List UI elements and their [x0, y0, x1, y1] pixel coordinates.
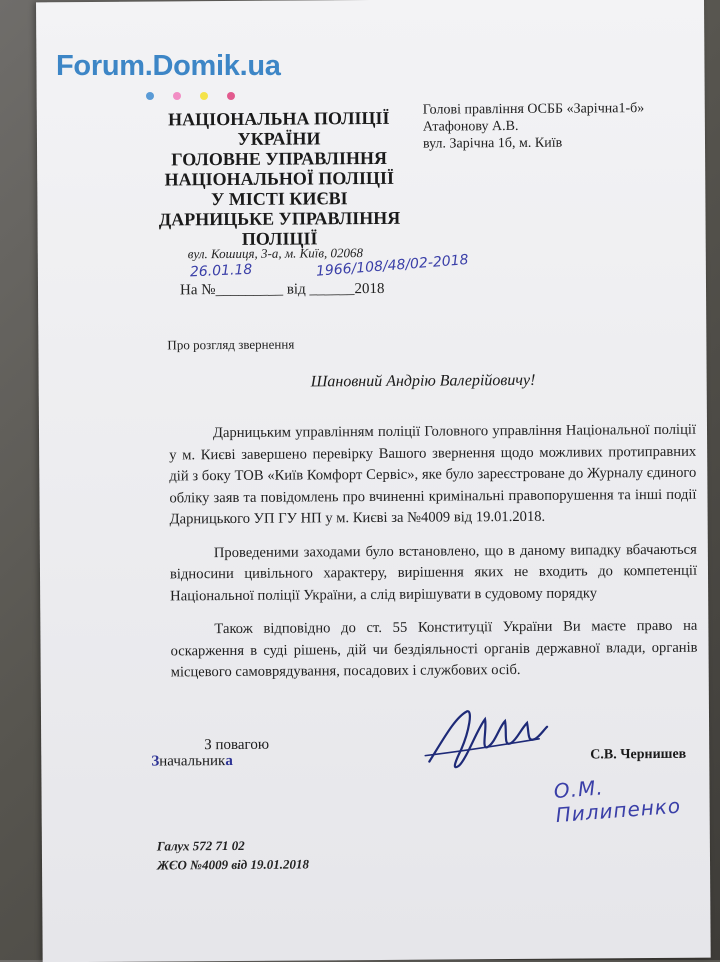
recipient-line: вул. Зарічна 1б, м. Київ [422, 135, 563, 152]
sender-line: УКРАЇНИ [237, 128, 321, 149]
handwritten-date: 26.01.18 [189, 261, 253, 281]
sender-address: вул. Кошиця, 3-а, м. Київ, 02068 [187, 245, 364, 262]
footer-line: Галух 572 71 02 [156, 837, 245, 854]
sender-line: ПОЛІЦІЇ [241, 228, 318, 249]
sender-line: У МІСТІ КИЄВІ [211, 188, 348, 210]
watermark-dot [173, 92, 181, 100]
recipient-line: Атафонову А.В. [422, 118, 519, 135]
letter-body [169, 420, 698, 696]
watermark-text: Forum.Domik.ua [56, 50, 281, 82]
watermark-dots [146, 92, 235, 100]
sender-line: ДАРНИЦЬКЕ УПРАВЛІННЯ [158, 207, 401, 230]
watermark-dot [200, 92, 208, 100]
body-paragraph: Дарницьким управлінням поліції Головного управління Національної поліції у м. Києві завершено перевірку Вашого звернення щодо можливих протиправних дій з боку ТОВ «Київ Комфорт Сервіс», яке було зареєстроване до Журналу єдиного обліку заяв та повідомлень про вчиненні кримінальні правопорушення та інші події Дарницького УП ГУ НП у м. Києві за №4009 від 19.01.2018. [169, 421, 697, 528]
recipient-line: Голові правління ОСББ «Зарічна1-б» [422, 101, 645, 118]
watermark-dot [227, 92, 235, 100]
handwritten-number: 1966/108/48/02-2018 [315, 252, 470, 280]
subject-line: Про розгляд звернення [167, 336, 295, 353]
body-paragraph: Проведеними заходами було встановлено, що в даному випадку вбачаються відносини цивільного характеру, вирішення яких не входить до компетенції Національної поліції України, а слід вирішувати в судовому порядку [169, 541, 698, 604]
sender-block [129, 108, 430, 250]
footer-block [157, 835, 309, 874]
signer-title [151, 753, 233, 771]
handwritten-title-suffix: а [225, 752, 233, 770]
regards-text: З повагою [204, 736, 270, 754]
registration-line: На №_________ від ______2018 [179, 280, 385, 299]
title-text: начальник [159, 753, 226, 770]
footer-line: ЖЄО №4009 від 19.01.2018 [156, 856, 309, 873]
body-paragraph: Також відповідно до ст. 55 Конституції України Ви маєте право на оскарження в суді рішень, дій чи бездіяльності органів державної влади, органів місцевого самоврядування, посадових і службових осіб. [170, 617, 698, 681]
sender-line: НАЦІОНАЛЬНОЇ ПОЛІЦІЇ [164, 167, 394, 190]
recipient-block [423, 100, 645, 153]
signature-image [421, 699, 552, 780]
signer-name: С.В. Чернишев [590, 746, 687, 763]
letter-page [36, 0, 711, 962]
sender-line: ГОЛОВНЕ УПРАВЛІННЯ [171, 147, 388, 170]
handwritten-signer: О.М. Пилипенко [552, 775, 682, 828]
greeting: Шановний Андрію Валерійовичу! [310, 371, 536, 391]
watermark-dot [146, 92, 154, 100]
handwritten-title-prefix: З [151, 753, 160, 770]
sender-line: НАЦІОНАЛЬНА ПОЛІЦІЇ [168, 107, 390, 130]
